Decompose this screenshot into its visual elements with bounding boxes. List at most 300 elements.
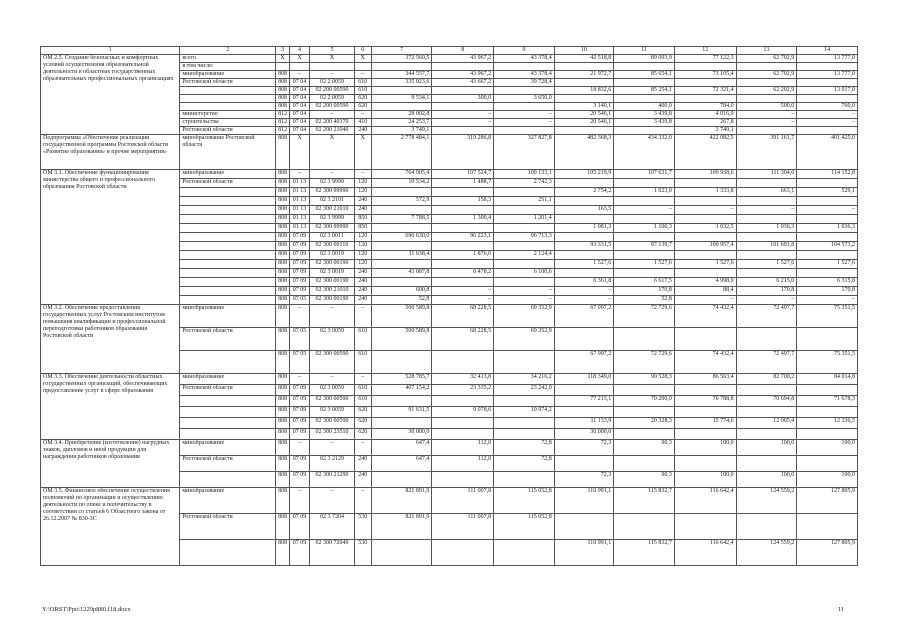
amount-cell: 96 223,1 xyxy=(432,233,494,242)
code-cell: 808 xyxy=(276,287,290,296)
amount-cell: 107 631,7 xyxy=(614,170,675,179)
amount-cell: – xyxy=(494,287,555,296)
amount-cell xyxy=(371,224,432,233)
amount-cell xyxy=(371,103,432,111)
amount-cell: – xyxy=(554,296,614,305)
table-body xyxy=(41,55,858,566)
code-cell: – xyxy=(354,440,371,456)
amount-cell: 407 154,2 xyxy=(371,385,432,396)
code-cell: – xyxy=(354,111,371,119)
amount-cell xyxy=(432,224,494,233)
amount-cell xyxy=(736,95,797,103)
amount-cell: 100,0 xyxy=(736,472,797,488)
amount-cell: – xyxy=(674,296,736,305)
code-cell: 02 300 23510 xyxy=(310,429,355,440)
executor-cell: Ростовской области xyxy=(180,179,276,188)
code-cell: 02 300 00190 xyxy=(310,278,355,287)
amount-cell: 7 788,5 xyxy=(371,215,432,224)
amount-cell xyxy=(736,215,797,224)
amount-cell xyxy=(797,514,858,540)
amount-cell: 77 122,3 xyxy=(674,55,736,63)
amount-cell xyxy=(797,269,858,278)
amount-cell: 6 315,8 xyxy=(797,278,858,287)
amount-cell: – xyxy=(797,119,858,127)
amount-cell: 13 777,0 xyxy=(797,71,858,79)
amount-cell: 6 215,0 xyxy=(736,278,797,287)
amount-cell: 124 559,2 xyxy=(736,540,797,566)
executor-cell xyxy=(180,269,276,278)
amount-cell: 6 478,2 xyxy=(432,269,494,278)
amount-cell: 20 328,3 xyxy=(614,418,675,429)
code-cell: 07 09 xyxy=(289,407,309,418)
amount-cell: 111 007,8 xyxy=(432,488,494,514)
code-cell: – xyxy=(289,71,309,79)
amount-cell: 391 161,7 xyxy=(736,135,797,170)
amount-cell: 319 286,8 xyxy=(432,135,494,170)
executor-cell: строительства xyxy=(180,119,276,127)
code-cell: – xyxy=(310,305,355,328)
amount-cell: 127 805,9 xyxy=(797,488,858,514)
code-cell: 02 300 21010 xyxy=(310,287,355,296)
amount-cell: 267,8 xyxy=(674,119,736,127)
code-cell: 07 04 xyxy=(289,111,309,119)
code-cell: 120 xyxy=(354,233,371,242)
code-cell: 02 2 0059 xyxy=(310,95,355,103)
amount-cell: – xyxy=(432,111,494,119)
code-cell: 808 xyxy=(276,278,290,287)
code-cell: 02 300 00190 xyxy=(310,296,355,305)
code-cell: – xyxy=(289,440,309,456)
code-cell: 808 xyxy=(276,188,290,197)
amount-cell: 23 335,2 xyxy=(432,385,494,396)
amount-cell xyxy=(736,328,797,351)
amount-cell: 100,0 xyxy=(674,472,736,488)
executor-cell: Ростовской области xyxy=(180,514,276,540)
amount-cell: 300,0 xyxy=(432,95,494,103)
amount-cell xyxy=(371,396,432,407)
code-cell: 07 04 xyxy=(289,87,309,95)
amount-cell: 572,9 xyxy=(371,197,432,206)
amount-cell xyxy=(554,215,614,224)
table-row xyxy=(41,440,858,456)
amount-cell xyxy=(674,251,736,260)
executor-cell xyxy=(180,206,276,215)
code-cell: 07 09 xyxy=(289,278,309,287)
code-cell: 07 09 xyxy=(289,396,309,407)
budget-table xyxy=(40,46,858,566)
amount-cell: 115 052,8 xyxy=(494,514,555,540)
amount-cell xyxy=(736,179,797,188)
amount-cell: 170,8 xyxy=(797,287,858,296)
amount-cell xyxy=(371,188,432,197)
amount-cell: 500,0 xyxy=(736,103,797,111)
code-cell: 808 xyxy=(276,170,290,179)
code-cell: 240 xyxy=(354,206,371,215)
code-cell: 07 04 xyxy=(289,127,309,135)
amount-cell: 71 678,3 xyxy=(797,396,858,407)
code-cell: 240 xyxy=(354,127,371,135)
amount-cell: 529,1 xyxy=(797,188,858,197)
amount-cell: 4 016,9 xyxy=(674,111,736,119)
amount-cell: 482 368,3 xyxy=(554,135,614,170)
amount-cell: 28 002,8 xyxy=(371,111,432,119)
code-cell: – xyxy=(354,305,371,328)
amount-cell: 2 124,4 xyxy=(494,251,555,260)
amount-cell xyxy=(371,540,432,566)
amount-cell: 72 729,6 xyxy=(614,351,675,374)
column-header: 12 xyxy=(674,47,736,55)
amount-cell xyxy=(736,456,797,472)
amount-cell: 13 777,0 xyxy=(797,55,858,63)
code-cell: 02 2 0059 xyxy=(310,79,355,87)
code-cell: 808 xyxy=(276,103,290,111)
amount-cell xyxy=(674,63,736,71)
code-cell: 02 3 0011 xyxy=(310,233,355,242)
code-cell: 808 xyxy=(276,328,290,351)
amount-cell xyxy=(494,351,555,374)
code-cell: 240 xyxy=(354,269,371,278)
code-cell: 808 xyxy=(276,488,290,514)
amount-cell xyxy=(494,87,555,95)
amount-cell xyxy=(674,95,736,103)
amount-cell: 1 527,6 xyxy=(797,260,858,269)
amount-cell: 70 694,8 xyxy=(736,396,797,407)
amount-cell xyxy=(554,127,614,135)
executor-cell xyxy=(180,278,276,287)
amount-cell xyxy=(494,103,555,111)
amount-cell: 85 654,1 xyxy=(614,71,675,79)
code-cell: Х xyxy=(276,55,290,63)
executor-cell: минобразование xyxy=(180,170,276,179)
amount-cell xyxy=(554,269,614,278)
amount-cell: 100,0 xyxy=(797,440,858,456)
amount-cell: 30 000,0 xyxy=(554,429,614,440)
amount-cell xyxy=(614,63,675,71)
executor-cell xyxy=(180,233,276,242)
code-cell: – xyxy=(354,170,371,179)
code-cell: Х xyxy=(289,135,309,170)
code-cell: 07 09 xyxy=(289,429,309,440)
amount-cell: 1 876,0 xyxy=(432,251,494,260)
amount-cell xyxy=(797,456,858,472)
amount-cell xyxy=(432,188,494,197)
amount-cell: 62 702,9 xyxy=(736,55,797,63)
code-cell: 01 13 xyxy=(289,179,309,188)
amount-cell: 528 785,7 xyxy=(371,374,432,385)
amount-cell: 105 219,9 xyxy=(554,170,614,179)
code-cell: 07 09 xyxy=(289,418,309,429)
code-cell: 02 3 7204 xyxy=(310,514,355,540)
amount-cell: 100,0 xyxy=(797,472,858,488)
amount-cell xyxy=(736,79,797,87)
amount-cell: 115 832,7 xyxy=(614,488,675,514)
executor-cell: министерство xyxy=(180,111,276,119)
code-cell: – xyxy=(289,305,309,328)
amount-cell: 67 997,2 xyxy=(554,351,614,374)
code-cell: 02 300 00590 xyxy=(310,351,355,374)
code-cell: 02 300 00190 xyxy=(310,260,355,269)
code-cell: 610 xyxy=(354,351,371,374)
amount-cell xyxy=(494,396,555,407)
amount-cell: 335 023,6 xyxy=(371,79,432,87)
amount-cell xyxy=(674,456,736,472)
amount-cell xyxy=(371,418,432,429)
measure-name-cell: Подпрограмма «Обеспечение реализации государственной программы Ростовской области «Развитие образования» и прочие мероприятия» xyxy=(41,135,180,170)
code-cell: 07 05 xyxy=(289,328,309,351)
amount-cell xyxy=(554,251,614,260)
code-cell: 01 13 xyxy=(289,215,309,224)
amount-cell: 12 336,5 xyxy=(797,418,858,429)
amount-cell: – xyxy=(494,296,555,305)
measure-name-cell: ОМ 3.1. Обеспечение функционирования министерства общего и профессионального образования Ростовской области xyxy=(41,170,180,305)
code-cell: 02 3 2129 xyxy=(310,456,355,472)
executor-cell xyxy=(180,95,276,103)
amount-cell: 110 991,1 xyxy=(554,540,614,566)
amount-cell: 62 702,9 xyxy=(736,71,797,79)
amount-cell: 72,8 xyxy=(494,456,555,472)
amount-cell: 13 017,0 xyxy=(797,87,858,95)
amount-cell xyxy=(797,197,858,206)
code-cell: 850 xyxy=(354,224,371,233)
table-row xyxy=(41,488,858,514)
amount-cell xyxy=(797,385,858,396)
code-cell: 02 3 9999 xyxy=(310,179,355,188)
amount-cell: 760,0 xyxy=(797,103,858,111)
amount-cell: 112,0 xyxy=(432,456,494,472)
amount-cell: 85 254,1 xyxy=(614,87,675,95)
code-cell: – xyxy=(289,170,309,179)
document-path: Y:\ORST\Ppo\1229p880.f18.docx xyxy=(42,606,131,613)
amount-cell: 75 351,5 xyxy=(797,351,858,374)
amount-cell: – xyxy=(432,119,494,127)
amount-cell: 86 563,4 xyxy=(674,374,736,385)
amount-cell: – xyxy=(494,119,555,127)
amount-cell: 91 631,5 xyxy=(371,407,432,418)
code-cell: 620 xyxy=(354,103,371,111)
amount-cell: 24 253,7 xyxy=(371,119,432,127)
code-cell: 610 xyxy=(354,396,371,407)
code-cell: 07 09 xyxy=(289,456,309,472)
code-cell: 808 xyxy=(276,429,290,440)
executor-cell: минобразование xyxy=(180,440,276,456)
code-cell: 120 xyxy=(354,251,371,260)
executor-cell xyxy=(180,396,276,407)
amount-cell xyxy=(371,351,432,374)
executor-cell xyxy=(180,103,276,111)
amount-cell xyxy=(736,385,797,396)
amount-cell: 3 439,8 xyxy=(614,119,675,127)
amount-cell xyxy=(614,197,675,206)
amount-cell xyxy=(432,540,494,566)
code-cell: 808 xyxy=(276,251,290,260)
amount-cell: 97 139,7 xyxy=(614,242,675,251)
code-cell: 808 xyxy=(276,296,290,305)
amount-cell: 93 331,5 xyxy=(554,242,614,251)
code-cell: 240 xyxy=(354,287,371,296)
amount-cell: – xyxy=(614,206,675,215)
amount-cell xyxy=(494,540,555,566)
amount-cell: 1 023,0 xyxy=(614,188,675,197)
code-cell: 808 xyxy=(276,305,290,328)
amount-cell: 3 749,1 xyxy=(371,127,432,135)
amount-cell: 111 007,8 xyxy=(432,514,494,540)
amount-cell xyxy=(674,514,736,540)
amount-cell: – xyxy=(432,296,494,305)
amount-cell: 72,3 xyxy=(554,440,614,456)
code-cell: – xyxy=(289,374,309,385)
code-cell: 808 xyxy=(276,242,290,251)
column-header: 6 xyxy=(354,47,371,55)
amount-cell: – xyxy=(674,206,736,215)
amount-cell xyxy=(674,429,736,440)
amount-cell: 690 630,0 xyxy=(371,233,432,242)
code-cell: – xyxy=(354,71,371,79)
code-cell: 02 200 40370 xyxy=(310,119,355,127)
amount-cell xyxy=(371,278,432,287)
amount-cell: 600,8 xyxy=(371,287,432,296)
amount-cell: 11 133,9 xyxy=(554,418,614,429)
executor-cell xyxy=(180,296,276,305)
code-cell: – xyxy=(310,374,355,385)
code-cell: – xyxy=(310,71,355,79)
amount-cell xyxy=(614,127,675,135)
amount-cell: 2 778 484,1 xyxy=(371,135,432,170)
code-cell: 120 xyxy=(354,179,371,188)
amount-cell xyxy=(797,95,858,103)
code-cell: 808 xyxy=(276,396,290,407)
amount-cell: 1 527,6 xyxy=(554,260,614,269)
amount-cell: 1 333,8 xyxy=(674,188,736,197)
amount-cell xyxy=(371,87,432,95)
code-cell: 02 3 0019 xyxy=(310,251,355,260)
amount-cell: 77 215,1 xyxy=(554,396,614,407)
column-header: 4 xyxy=(289,47,309,55)
code-cell: Х xyxy=(289,55,309,63)
code-cell: 808 xyxy=(276,233,290,242)
amount-cell: 372 560,5 xyxy=(371,55,432,63)
amount-cell xyxy=(614,407,675,418)
amount-cell: 663,1 xyxy=(736,188,797,197)
amount-cell xyxy=(494,429,555,440)
amount-cell xyxy=(614,269,675,278)
executor-cell xyxy=(180,251,276,260)
amount-cell xyxy=(494,260,555,269)
amount-cell: 82 700,2 xyxy=(736,374,797,385)
amount-cell xyxy=(614,79,675,87)
amount-cell xyxy=(736,407,797,418)
amount-cell: 72 497,7 xyxy=(736,305,797,328)
amount-cell xyxy=(554,328,614,351)
executor-cell xyxy=(180,224,276,233)
code-cell: – xyxy=(310,488,355,514)
amount-cell: 1 527,6 xyxy=(614,260,675,269)
amount-cell: 422 082,5 xyxy=(674,135,736,170)
amount-cell: 251,1 xyxy=(494,197,555,206)
column-header: 1 xyxy=(41,47,180,55)
column-header: 9 xyxy=(494,47,555,55)
code-cell: 02 3 0019 xyxy=(310,269,355,278)
executor-cell xyxy=(180,197,276,206)
amount-cell xyxy=(797,429,858,440)
amount-cell xyxy=(736,127,797,135)
amount-cell: 821 891,9 xyxy=(371,488,432,514)
amount-cell xyxy=(432,351,494,374)
amount-cell: – xyxy=(736,296,797,305)
code-cell: 02 3 9999 xyxy=(310,215,355,224)
executor-cell xyxy=(180,287,276,296)
amount-cell xyxy=(614,251,675,260)
column-header: 10 xyxy=(554,47,614,55)
code-cell xyxy=(289,63,309,71)
column-header: 2 xyxy=(180,47,276,55)
amount-cell xyxy=(371,242,432,251)
code-cell: 808 xyxy=(276,418,290,429)
code-cell: 01 13 xyxy=(289,197,309,206)
code-cell: 808 xyxy=(276,135,290,170)
code-cell: Х xyxy=(310,55,355,63)
amount-cell xyxy=(432,472,494,488)
amount-cell: 70 788,8 xyxy=(674,396,736,407)
amount-cell: 109 938,6 xyxy=(674,170,736,179)
code-cell: 02 200 00590 xyxy=(310,87,355,95)
amount-cell xyxy=(797,127,858,135)
amount-cell xyxy=(797,79,858,87)
amount-cell: 100 957,4 xyxy=(674,242,736,251)
amount-cell xyxy=(371,63,432,71)
amount-cell: 43 378,4 xyxy=(494,55,555,63)
amount-cell xyxy=(494,224,555,233)
amount-cell: 68 228,5 xyxy=(432,305,494,328)
code-cell: 808 xyxy=(276,215,290,224)
code-cell: 808 xyxy=(276,440,290,456)
amount-cell xyxy=(371,206,432,215)
amount-cell xyxy=(736,251,797,260)
amount-cell: 784,0 xyxy=(674,103,736,111)
amount-cell xyxy=(432,103,494,111)
measure-name-cell: ОМ 3.5. Финансовое обеспечение осуществления полномочий по организации и осуществлению деятельности по опеке и попечительству в соответствии со статьей 6 Областного закона от 26.12.2007 № 830-ЗС xyxy=(41,488,180,566)
amount-cell xyxy=(494,206,555,215)
amount-cell xyxy=(736,197,797,206)
code-cell: 610 xyxy=(354,328,371,351)
amount-cell xyxy=(736,233,797,242)
amount-cell: 118 349,0 xyxy=(554,374,614,385)
code-cell: 812 xyxy=(276,127,290,135)
code-cell: 808 xyxy=(276,472,290,488)
executor-cell: Ростовской области xyxy=(180,328,276,351)
amount-cell: 12 005,4 xyxy=(736,418,797,429)
amount-cell: – xyxy=(736,111,797,119)
amount-cell: – xyxy=(736,206,797,215)
code-cell: 240 xyxy=(354,456,371,472)
code-cell: 808 xyxy=(276,540,290,566)
code-cell: 07 05 xyxy=(289,296,309,305)
amount-cell xyxy=(797,328,858,351)
amount-cell: 114 152,8 xyxy=(797,170,858,179)
code-cell: 02 300 00590 xyxy=(310,418,355,429)
code-cell: 850 xyxy=(354,215,371,224)
code-cell: – xyxy=(310,111,355,119)
table-row xyxy=(41,170,858,179)
amount-cell: 400,0 xyxy=(614,103,675,111)
code-cell: 808 xyxy=(276,374,290,385)
amount-cell xyxy=(674,179,736,188)
code-cell: 240 xyxy=(354,296,371,305)
executor-cell: минобразование xyxy=(180,488,276,514)
executor-cell xyxy=(180,472,276,488)
amount-cell: 15 774,6 xyxy=(674,418,736,429)
executor-cell xyxy=(180,87,276,95)
code-cell: 808 xyxy=(276,95,290,103)
